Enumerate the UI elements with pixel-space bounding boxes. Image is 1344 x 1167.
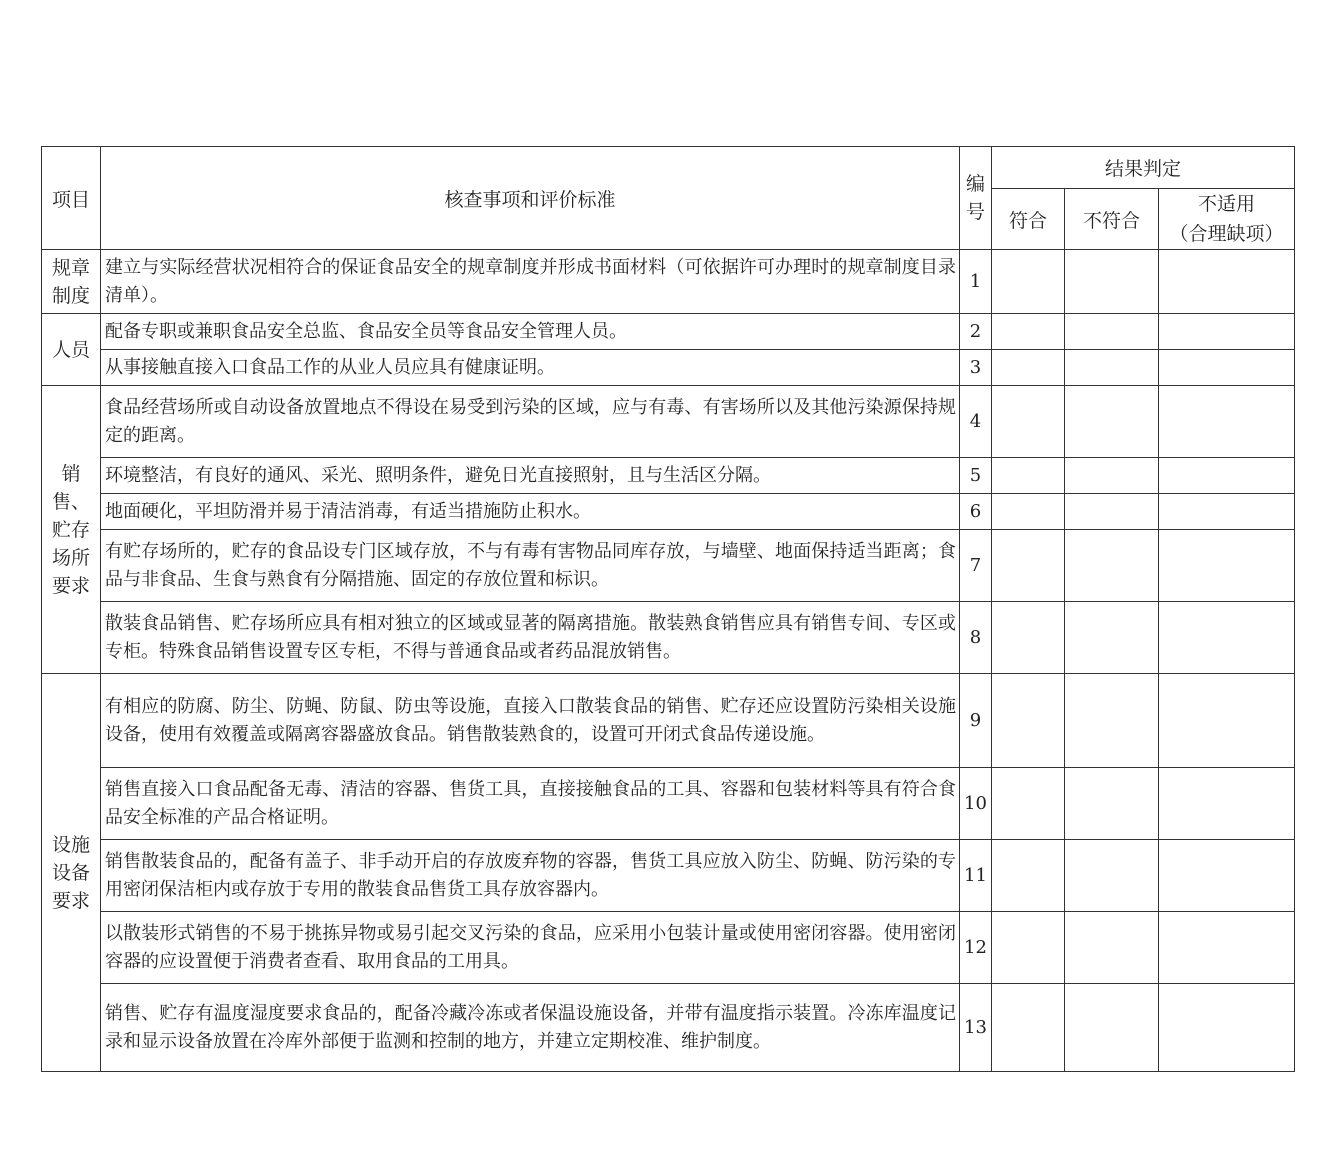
item-number: 8 (960, 602, 992, 674)
category-line: 要求 (51, 574, 90, 597)
item-number: 1 (960, 250, 992, 314)
table-row (42, 912, 1295, 984)
criteria-text: 地面硬化，平坦防滑并易于清洁消毒，有适当措施防止积水。 (101, 494, 960, 530)
table-row (42, 984, 1295, 1072)
cell-not-applicable[interactable] (1159, 314, 1295, 350)
criteria-text: 食品经营场所或自动设备放置地点不得设在易受到污染的区域，应与有毒、有害场所以及其他污染源保持规定的距离。 (101, 386, 960, 458)
cell-nonconform[interactable] (1065, 458, 1159, 494)
item-number: 11 (960, 840, 992, 912)
criteria-text: 从事接触直接入口食品工作的从业人员应具有健康证明。 (101, 350, 960, 386)
category-personnel: 人员 (42, 314, 101, 386)
header-nonconform: 不符合 (1065, 189, 1159, 250)
item-number: 12 (960, 912, 992, 984)
table-row (42, 494, 1295, 530)
category-rules (42, 250, 101, 314)
inspection-table (41, 146, 1295, 1072)
cell-nonconform[interactable] (1065, 350, 1159, 386)
header-na-line2: （合理缺项） (1169, 223, 1284, 245)
cell-not-applicable[interactable] (1159, 768, 1295, 840)
cell-nonconform[interactable] (1065, 602, 1159, 674)
cell-nonconform[interactable] (1065, 314, 1159, 350)
cell-conform[interactable] (992, 386, 1065, 458)
item-number: 7 (960, 530, 992, 602)
header-na-line1: 不适用 (1197, 193, 1255, 215)
cell-not-applicable[interactable] (1159, 840, 1295, 912)
criteria-text: 配备专职或兼职食品安全总监、食品安全员等食品安全管理人员。 (101, 314, 960, 350)
table-row (42, 458, 1295, 494)
table-row (42, 768, 1295, 840)
cell-conform[interactable] (992, 674, 1065, 768)
table-row (42, 674, 1295, 768)
cell-nonconform[interactable] (1065, 912, 1159, 984)
criteria-text: 有相应的防腐、防尘、防蝇、防鼠、防虫等设施，直接入口散装食品的销售、贮存还应设置防污染相关设施设备，使用有效覆盖或隔离容器盛放食品。销售散装熟食的，设置可开闭式食品传递设施。 (101, 674, 960, 768)
cell-conform[interactable] (992, 458, 1065, 494)
cell-conform[interactable] (992, 602, 1065, 674)
header-not-applicable (1159, 189, 1295, 250)
criteria-text: 环境整洁，有良好的通风、采光、照明条件，避免日光直接照射，且与生活区分隔。 (101, 458, 960, 494)
cell-not-applicable[interactable] (1159, 984, 1295, 1072)
cell-not-applicable[interactable] (1159, 912, 1295, 984)
category-facilities (42, 674, 101, 1072)
cell-nonconform[interactable] (1065, 840, 1159, 912)
header-conform: 符合 (992, 189, 1065, 250)
cell-conform[interactable] (992, 250, 1065, 314)
table-row (42, 602, 1295, 674)
cell-nonconform[interactable] (1065, 250, 1159, 314)
criteria-text: 有贮存场所的，贮存的食品设专门区域存放，不与有毒有害物品同库存放，与墙壁、地面保持适当距离；食品与非食品、生食与熟食有分隔措施、固定的存放位置和标识。 (101, 530, 960, 602)
category-line: 要求 (51, 889, 90, 912)
category-sales-storage (42, 386, 101, 674)
cell-not-applicable[interactable] (1159, 250, 1295, 314)
cell-conform[interactable] (992, 768, 1065, 840)
cell-not-applicable[interactable] (1159, 458, 1295, 494)
table-row (42, 840, 1295, 912)
category-line: 设备 (51, 861, 90, 884)
cell-nonconform[interactable] (1065, 768, 1159, 840)
table-row (42, 386, 1295, 458)
cell-conform[interactable] (992, 530, 1065, 602)
criteria-text: 销售、贮存有温度湿度要求食品的，配备冷藏冷冻或者保温设施设备，并带有温度指示装置。冷冻库温度记录和显示设备放置在冷库外部便于监测和控制的地方，并建立定期校准、维护制度。 (101, 984, 960, 1072)
cell-not-applicable[interactable] (1159, 674, 1295, 768)
category-line: 规章 (51, 256, 90, 279)
cell-nonconform[interactable] (1065, 984, 1159, 1072)
cell-nonconform[interactable] (1065, 530, 1159, 602)
criteria-text: 销售直接入口食品配备无毒、清洁的容器、售货工具，直接接触食品的工具、容器和包装材料等具有符合食品安全标准的产品合格证明。 (101, 768, 960, 840)
cell-conform[interactable] (992, 494, 1065, 530)
cell-nonconform[interactable] (1065, 386, 1159, 458)
header-criteria: 核查事项和评价标准 (101, 147, 960, 250)
item-number: 4 (960, 386, 992, 458)
header-result: 结果判定 (992, 147, 1295, 189)
category-line: 制度 (51, 284, 90, 307)
table-row (42, 530, 1295, 602)
cell-nonconform[interactable] (1065, 494, 1159, 530)
item-number: 9 (960, 674, 992, 768)
criteria-text: 建立与实际经营状况相符合的保证食品安全的规章制度并形成书面材料（可依据许可办理时的规章制度目录清单）。 (101, 250, 960, 314)
criteria-text: 散装食品销售、贮存场所应具有相对独立的区域或显著的隔离措施。散装熟食销售应具有销售专间、专区或专柜。特殊食品销售设置专区专柜，不得与普通食品或者药品混放销售。 (101, 602, 960, 674)
cell-nonconform[interactable] (1065, 674, 1159, 768)
criteria-text: 销售散装食品的，配备有盖子、非手动开启的存放废弃物的容器，售货工具应放入防尘、防蝇、防污染的专用密闭保洁柜内或存放于专用的散装食品售货工具存放容器内。 (101, 840, 960, 912)
cell-conform[interactable] (992, 840, 1065, 912)
category-line: 场所 (51, 546, 90, 569)
table-row (42, 250, 1295, 314)
cell-conform[interactable] (992, 984, 1065, 1072)
cell-not-applicable[interactable] (1159, 602, 1295, 674)
category-line: 设施 (51, 833, 90, 856)
item-number: 5 (960, 458, 992, 494)
header-number-line1: 编 (965, 173, 985, 195)
header-project: 项目 (42, 147, 101, 250)
cell-not-applicable[interactable] (1159, 494, 1295, 530)
cell-not-applicable[interactable] (1159, 386, 1295, 458)
category-line: 贮存 (51, 518, 90, 541)
cell-conform[interactable] (992, 314, 1065, 350)
cell-not-applicable[interactable] (1159, 530, 1295, 602)
cell-not-applicable[interactable] (1159, 350, 1295, 386)
category-line: 销售、 (51, 462, 90, 513)
header-number-line2: 号 (965, 201, 985, 223)
item-number: 6 (960, 494, 992, 530)
item-number: 10 (960, 768, 992, 840)
header-number (960, 147, 992, 250)
item-number: 3 (960, 350, 992, 386)
item-number: 2 (960, 314, 992, 350)
criteria-text: 以散装形式销售的不易于挑拣异物或易引起交叉污染的食品，应采用小包装计量或使用密闭容器。使用密闭容器的应设置便于消费者查看、取用食品的工用具。 (101, 912, 960, 984)
cell-conform[interactable] (992, 350, 1065, 386)
cell-conform[interactable] (992, 912, 1065, 984)
item-number: 13 (960, 984, 992, 1072)
table-row (42, 350, 1295, 386)
table-row (42, 314, 1295, 350)
